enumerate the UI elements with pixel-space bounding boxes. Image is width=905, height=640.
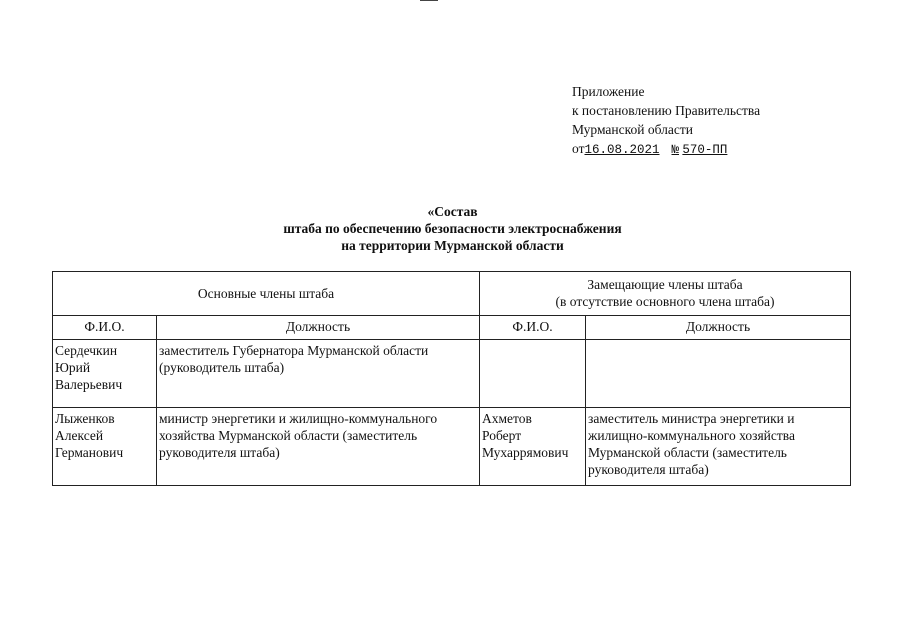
appendix-line-3: Мурманской области [572, 122, 693, 137]
main-position-cell: заместитель Губернатора Мурманской области (руководитель штаба) [157, 340, 480, 408]
deputy-patronymic: Мухаррямович [482, 445, 569, 460]
deputy-surname: Ахметов [482, 411, 532, 426]
main-name-cell [53, 340, 157, 408]
group-deputy-header [480, 272, 851, 316]
group-deputy-line-1: Замещающие члены штаба [587, 277, 743, 292]
col-header-main-position: Должность [157, 316, 480, 340]
title-line-2: штаба по обеспечению безопасности электроснабжения [283, 221, 622, 236]
document-title [0, 203, 905, 254]
main-patronymic: Германович [55, 445, 124, 460]
appendix-block [572, 82, 760, 160]
group-deputy-line-2: (в отсутствие основного члена штаба) [555, 294, 775, 309]
title-line-3: на территории Мурманской области [341, 238, 564, 253]
table-row [53, 408, 851, 486]
main-first-name: Юрий [55, 360, 91, 375]
col-header-deputy-name: Ф.И.О. [480, 316, 586, 340]
main-patronymic: Валерьевич [55, 377, 123, 392]
number-prefix: № [671, 143, 680, 157]
deputy-position-cell [586, 340, 851, 408]
main-first-name: Алексей [55, 428, 104, 443]
decree-date: 16.08.2021 [584, 143, 660, 157]
main-name-cell [53, 408, 157, 486]
main-position-cell: министр энергетики и жилищно-коммунального хозяйства Мурманской области (заместитель руководителя штаба) [157, 408, 480, 486]
table-column-header-row [53, 316, 851, 340]
col-header-main-name: Ф.И.О. [53, 316, 157, 340]
decree-number: 570-ПП [682, 143, 728, 157]
deputy-first-name: Роберт [482, 428, 522, 443]
main-surname: Лыженков [55, 411, 115, 426]
date-prefix: от [572, 141, 585, 156]
appendix-line-1: Приложение [572, 84, 645, 99]
title-line-1: «Состав [427, 204, 478, 219]
deputy-name-cell [480, 408, 586, 486]
group-main-header: Основные члены штаба [53, 272, 480, 316]
appendix-date-line [572, 139, 760, 160]
table-group-header-row [53, 272, 851, 316]
appendix-line-2: к постановлению Правительства [572, 103, 761, 118]
deputy-position-cell: заместитель министра энергетики и жилищно-коммунального хозяйства Мурманской области (заместитель руководителя штаба) [586, 408, 851, 486]
staff-table [52, 271, 851, 486]
page-top-mark [420, 0, 438, 1]
deputy-name-cell [480, 340, 586, 408]
table-row [53, 340, 851, 408]
main-surname: Сердечкин [55, 343, 118, 358]
col-header-deputy-position: Должность [586, 316, 851, 340]
